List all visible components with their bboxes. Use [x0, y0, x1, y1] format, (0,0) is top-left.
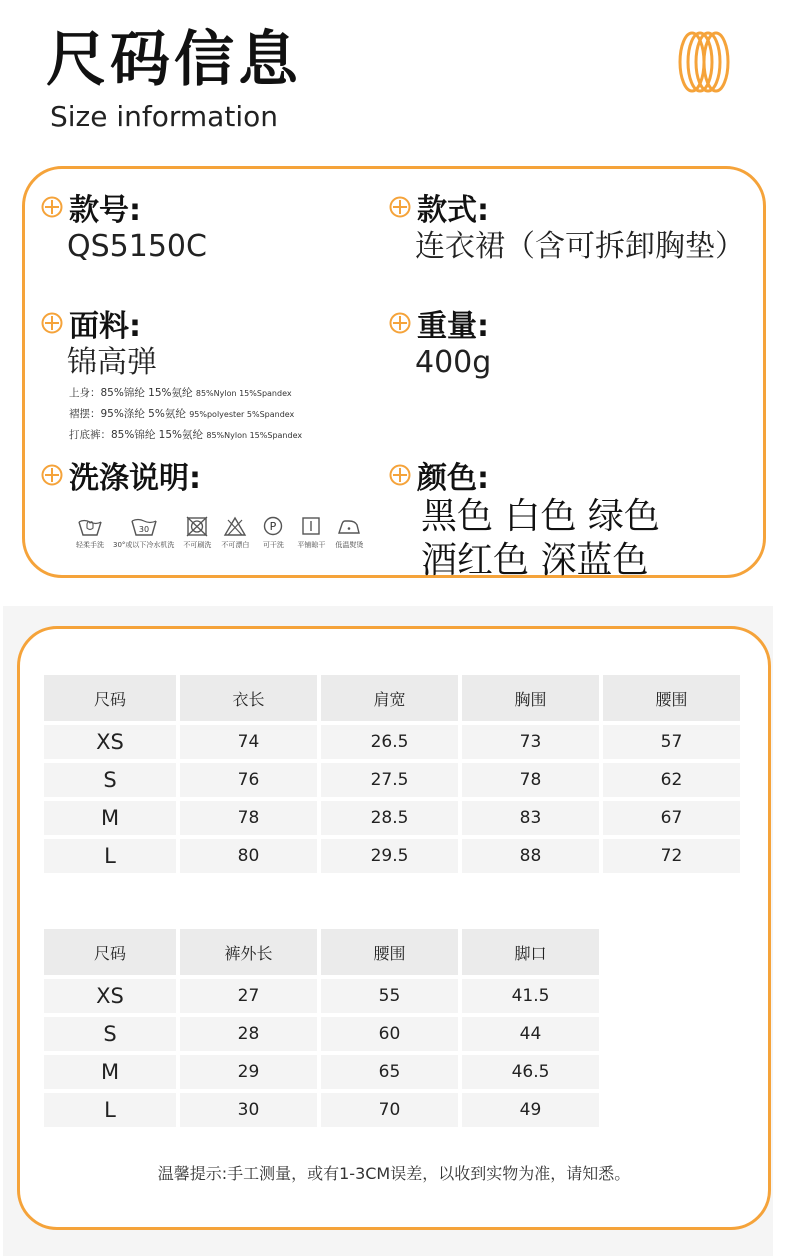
plus-circle-icon: [389, 312, 411, 334]
product-info-card: [22, 166, 766, 581]
table-cell: M: [44, 801, 176, 835]
svg-text:P: P: [270, 520, 277, 533]
colors-field: [389, 455, 660, 583]
no-bleach-icon: [220, 515, 250, 537]
table-header-row: [44, 675, 740, 721]
table-cell: 49: [462, 1093, 599, 1127]
dress-size-table: [40, 671, 744, 877]
table-cell: 27.5: [321, 763, 458, 797]
table-cell: 28.5: [321, 801, 458, 835]
table-cell: 67: [603, 801, 740, 835]
page-title: 尺码信息: [46, 25, 302, 95]
measurement-note: 温馨提示:手工测量，或有1-3CM误差，以收到实物为准，请知悉。: [157, 1164, 631, 1183]
care-item: 不可漂白: [220, 515, 250, 550]
care-item: 低温熨烫: [334, 515, 364, 550]
table-cell: 30: [180, 1093, 317, 1127]
table-cell: 27: [180, 979, 317, 1013]
table-row: [44, 979, 599, 1013]
table-cell: 29.5: [321, 839, 458, 873]
fabric-value: 锦高弹: [67, 345, 157, 380]
table-cell: 26.5: [321, 725, 458, 759]
column-header: 腰围: [321, 929, 458, 975]
rings-logo-icon: [676, 30, 730, 94]
pants-size-table: [40, 925, 603, 1131]
fabric-composition-line: 上身：85%锦纶 15%氨纶 85%Nylon 15%Spandex: [69, 387, 292, 399]
washing-field: [41, 455, 201, 495]
table-cell: 80: [180, 839, 317, 873]
weight-field: [389, 303, 491, 383]
table-cell: XS: [44, 979, 176, 1013]
column-header: 腰围: [603, 675, 740, 721]
plus-circle-icon: [41, 312, 63, 334]
table-cell: 55: [321, 979, 458, 1013]
low-iron-icon: [334, 515, 364, 537]
table-cell: XS: [44, 725, 176, 759]
machine-wash-30-icon: [129, 515, 159, 537]
table-cell: 83: [462, 801, 599, 835]
size-table-panel: [3, 606, 773, 1256]
weight-value: 400g: [415, 345, 492, 380]
table-cell: 78: [462, 763, 599, 797]
plus-circle-icon: [41, 196, 63, 218]
table-cell: 88: [462, 839, 599, 873]
hand-wash-icon: [75, 515, 105, 537]
table-cell: 70: [321, 1093, 458, 1127]
column-header: 尺码: [44, 675, 176, 721]
care-item: 平铺晾干: [296, 515, 326, 550]
column-header: 裤外长: [180, 929, 317, 975]
washing-label: 洗涤说明:: [69, 461, 201, 496]
style-field: [389, 187, 745, 267]
colors-line: 酒红色 深蓝色: [421, 540, 649, 581]
care-item: 不可刷洗: [182, 515, 212, 550]
table-cell: 65: [321, 1055, 458, 1089]
table-row: [44, 1055, 599, 1089]
table-cell: 60: [321, 1017, 458, 1051]
table-cell: 73: [462, 725, 599, 759]
size-table-card: [17, 626, 771, 1230]
table-cell: 44: [462, 1017, 599, 1051]
care-item: 30 30°或以下冷水机洗: [113, 515, 174, 550]
column-header: 肩宽: [321, 675, 458, 721]
style-number-value: QS5150C: [67, 229, 207, 264]
column-header: 胸围: [462, 675, 599, 721]
no-tumble-icon: [182, 515, 212, 537]
table-row: [44, 725, 740, 759]
table-row: [44, 801, 740, 835]
column-header: 脚口: [462, 929, 599, 975]
flat-dry-icon: [296, 515, 326, 537]
table-cell: 62: [603, 763, 740, 797]
table-row: [44, 1017, 599, 1051]
fabric-field: [41, 303, 302, 446]
style-value: 连衣裙（含可拆卸胸垫）: [415, 229, 745, 264]
colors-label: 颜色:: [417, 461, 489, 496]
table-cell: 74: [180, 725, 317, 759]
plus-circle-icon: [389, 196, 411, 218]
svg-text:30: 30: [138, 525, 149, 534]
care-item: P 可干洗: [258, 515, 288, 550]
page-subtitle: Size information: [50, 100, 278, 133]
style-label: 款式:: [417, 193, 489, 228]
column-header: 衣长: [180, 675, 317, 721]
table-cell: 57: [603, 725, 740, 759]
table-cell: 76: [180, 763, 317, 797]
table-cell: M: [44, 1055, 176, 1089]
style-number-field: [41, 187, 207, 267]
table-cell: S: [44, 1017, 176, 1051]
care-icons-row: [75, 515, 372, 550]
table-cell: 28: [180, 1017, 317, 1051]
table-row: [44, 763, 740, 797]
table-cell: L: [44, 1093, 176, 1127]
care-item: 轻柔手洗: [75, 515, 105, 550]
table-cell: 78: [180, 801, 317, 835]
style-number-label: 款号:: [69, 193, 141, 228]
plus-circle-icon: [41, 464, 63, 486]
plus-circle-icon: [389, 464, 411, 486]
fabric-composition-line: 打底裤：85%锦纶 15%氨纶 85%Nylon 15%Spandex: [69, 429, 303, 441]
table-row: [44, 1093, 599, 1127]
dry-clean-icon: [258, 515, 288, 537]
table-cell: 46.5: [462, 1055, 599, 1089]
table-cell: 29: [180, 1055, 317, 1089]
fabric-label: 面料:: [69, 309, 141, 344]
weight-label: 重量:: [417, 309, 489, 344]
table-row: [44, 839, 740, 873]
table-cell: 41.5: [462, 979, 599, 1013]
fabric-composition-line: 褶摆：95%涤纶 5%氨纶 95%polyester 5%Spandex: [69, 408, 295, 420]
table-header-row: [44, 929, 599, 975]
table-cell: S: [44, 763, 176, 797]
table-cell: 72: [603, 839, 740, 873]
column-header: 尺码: [44, 929, 176, 975]
colors-line: 黑色 白色 绿色: [421, 496, 660, 537]
table-cell: L: [44, 839, 176, 873]
